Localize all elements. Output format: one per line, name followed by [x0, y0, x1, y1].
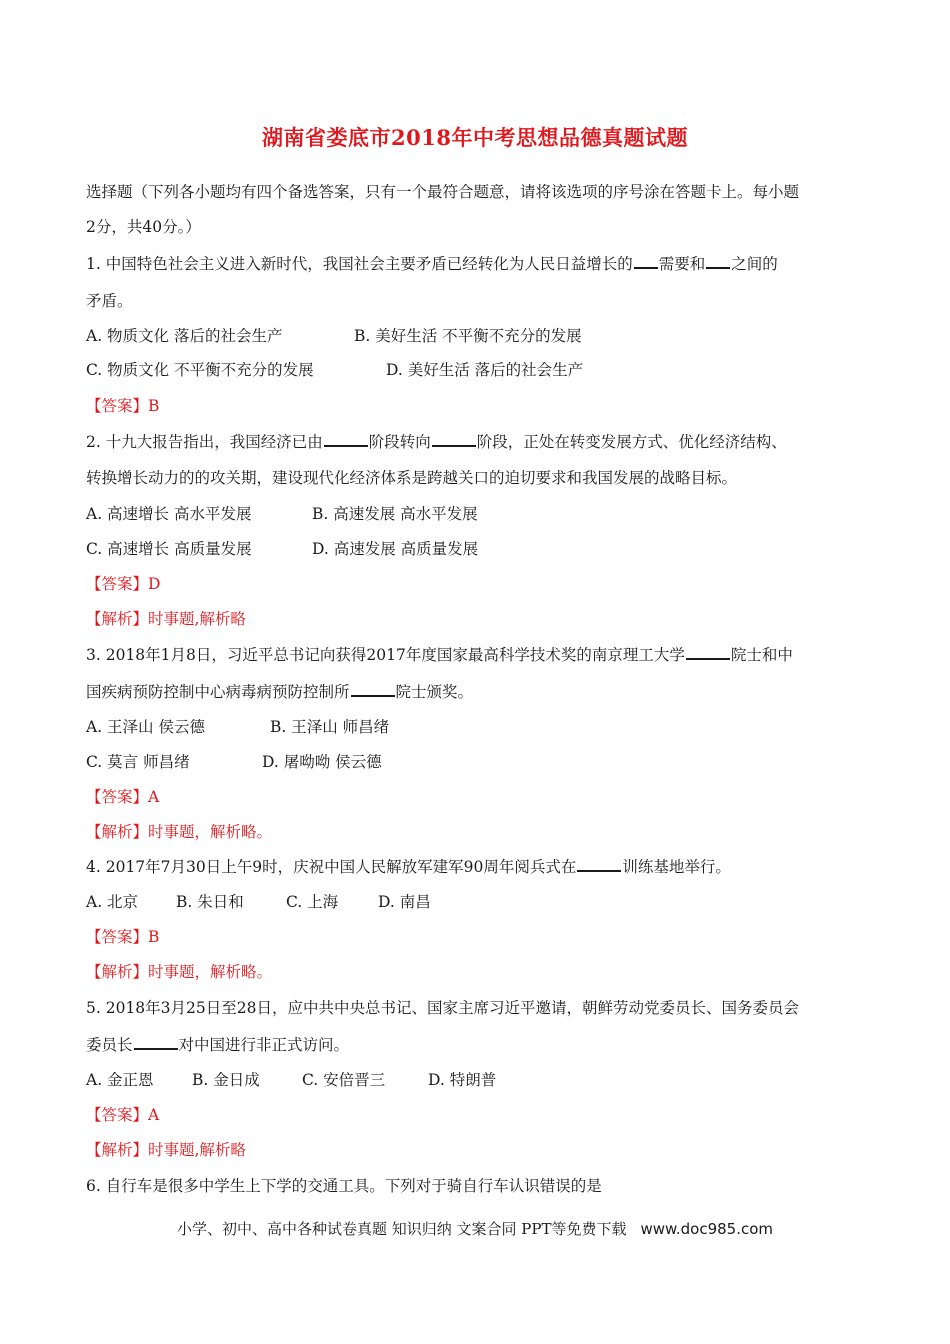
question-4-options [86, 891, 431, 913]
option-b: B. 朱日和 [176, 893, 244, 911]
question-2-options-row-2 [86, 538, 478, 560]
question-1-stem-cont: 矛盾。 [86, 292, 133, 310]
option-c: C. 上海 [286, 893, 339, 911]
question-1-options-row-2 [86, 359, 583, 381]
question-3-options-row-1 [86, 716, 389, 738]
q2-text-c: 阶段，正处在转变发展方式、优化经济结构、 [476, 433, 787, 451]
option-d: D. 南昌 [378, 893, 431, 911]
q5-text-c: 对中国进行非正式访问。 [178, 1036, 350, 1054]
question-5-stem: 5. 2018年3月25日至28日，应中共中央总书记、国家主席习近平邀请，朝鲜劳动党委员长、国务委员会 [86, 999, 799, 1017]
question-5-options [86, 1069, 496, 1091]
question-2-answer: 【答案】D [86, 575, 161, 593]
option-b: B. 高速发展 高水平发展 [312, 505, 478, 523]
question-5-answer: 【答案】A [86, 1106, 160, 1124]
q1-text-a: 1. 中国特色社会主义进入新时代，我国社会主要矛盾已经转化为人民日益增长的 [86, 255, 633, 273]
option-c: C. 安倍晋三 [302, 1071, 386, 1089]
question-4-answer: 【答案】B [86, 928, 160, 946]
footer-text: 小学、初中、高中各种试卷真题 知识归纳 文案合同 PPT等免费下载 [176, 1220, 627, 1238]
question-4-stem [86, 856, 731, 878]
q3-text-d: 院士颁奖。 [395, 683, 474, 701]
option-b: B. 金日成 [192, 1071, 260, 1089]
page-title: 湖南省娄底市2018年中考思想品德真题试题 [262, 125, 688, 150]
answer-blank [706, 253, 730, 269]
option-b: B. 美好生活 不平衡不充分的发展 [354, 327, 582, 345]
q1-text-c: 之间的 [731, 255, 778, 273]
footer-url[interactable]: www.doc985.com [640, 1220, 774, 1238]
question-1-answer: 【答案】B [86, 397, 160, 415]
question-3-analysis: 【解析】时事题，解析略。 [86, 823, 273, 841]
question-2-stem [86, 431, 787, 453]
question-2-stem-cont: 转换增长动力的的攻关期，建设现代化经济体系是跨越关口的迫切要求和我国发展的战略目标。 [86, 469, 738, 487]
question-4-analysis: 【解析】时事题，解析略。 [86, 963, 273, 981]
intro-line-1: 选择题（下列各小题均有四个备选答案，只有一个最符合题意，请将该选项的序号涂在答题卡上。每小题 [86, 183, 800, 201]
question-5-analysis: 【解析】时事题,解析略 [86, 1141, 246, 1159]
option-b: B. 王泽山 师昌绪 [270, 718, 390, 736]
question-2-analysis: 【解析】时事题,解析略 [86, 610, 246, 628]
option-a: A. 物质文化 落后的社会生产 [86, 327, 283, 345]
q4-text-b: 训练基地举行。 [622, 858, 731, 876]
option-d: D. 屠呦呦 侯云德 [262, 753, 382, 771]
option-d: D. 高速发展 高质量发展 [312, 540, 479, 558]
answer-blank [634, 253, 658, 269]
answer-blank [134, 1034, 178, 1050]
q3-text-c: 国疾病预防控制中心病毒病预防控制所 [86, 683, 350, 701]
question-3-answer: 【答案】A [86, 788, 160, 806]
option-a: A. 金正恩 [86, 1071, 154, 1089]
page-footer [0, 1218, 950, 1239]
q3-text-a: 3. 2018年1月8日，习近平总书记向获得2017年度国家最高科学技术奖的南京理工大学 [86, 646, 685, 664]
option-a: A. 北京 [86, 893, 139, 911]
answer-blank [324, 431, 368, 447]
question-1-options-row-1 [86, 325, 582, 347]
answer-blank [351, 681, 395, 697]
q3-text-b: 院士和中 [730, 646, 793, 664]
option-a: A. 高速增长 高水平发展 [86, 505, 252, 523]
question-3-stem [86, 644, 793, 666]
q5-text-b: 委员长 [86, 1036, 133, 1054]
option-c: C. 高速增长 高质量发展 [86, 540, 252, 558]
question-2-options-row-1 [86, 503, 478, 525]
option-d: D. 美好生活 落后的社会生产 [386, 361, 584, 379]
intro-line-2: 2分，共40分。） [86, 218, 201, 236]
question-5-stem-cont [86, 1034, 349, 1056]
option-d: D. 特朗普 [428, 1071, 497, 1089]
question-3-stem-cont [86, 681, 473, 703]
question-6-stem: 6. 自行车是很多中学生上下学的交通工具。下列对于骑自行车认识错误的是 [86, 1177, 602, 1195]
option-a: A. 王泽山 侯云德 [86, 718, 205, 736]
answer-blank [432, 431, 476, 447]
question-1-stem [86, 253, 778, 275]
q1-text-b: 需要和 [658, 255, 706, 273]
q4-text-a: 4. 2017年7月30日上午9时，庆祝中国人民解放军建军90周年阅兵式在 [86, 858, 577, 876]
q2-text-a: 2. 十九大报告指出，我国经济已由 [86, 433, 323, 451]
option-c: C. 物质文化 不平衡不充分的发展 [86, 361, 314, 379]
q2-text-b: 阶段转向 [368, 433, 431, 451]
answer-blank [577, 856, 621, 872]
question-3-options-row-2 [86, 751, 382, 773]
answer-blank [686, 644, 730, 660]
option-c: C. 莫言 师昌绪 [86, 753, 190, 771]
